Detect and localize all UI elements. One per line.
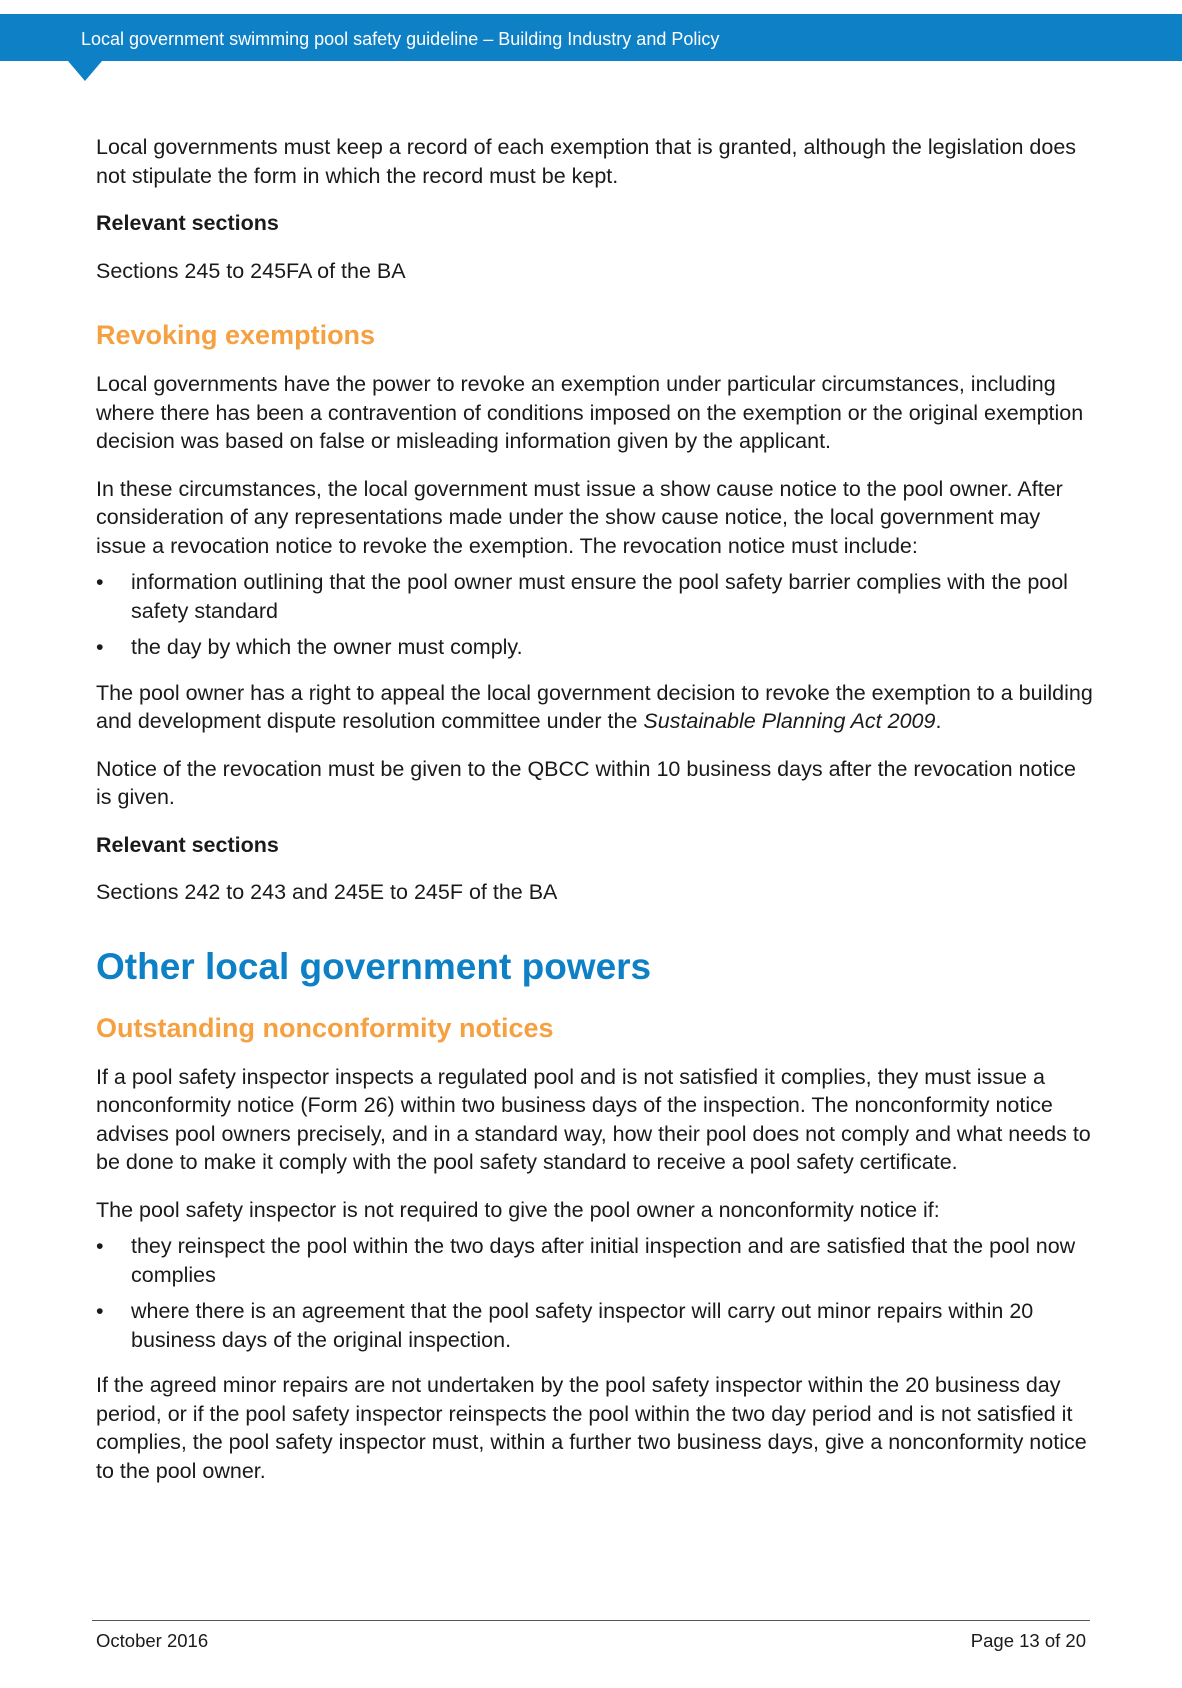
relevant-sections-label: Relevant sections (96, 832, 279, 857)
outstanding-paragraph-3: If the agreed minor repairs are not undertaken by the pool safety inspector within the 20 business day period, or if the pool safety inspector reinspects the pool within the two day period and is not satisfied it complies, the pool safety inspector must, within a further two business days, give a nonconformity notice to the pool owner. (96, 1373, 1087, 1483)
page-body (96, 133, 1096, 1504)
footer-page-number: Page 13 of 20 (970, 1630, 1086, 1651)
appeal-text-end: . (935, 709, 942, 733)
revoking-exemptions-heading: Revoking exemptions (96, 320, 376, 350)
revoking-paragraph-3 (96, 679, 1096, 736)
relevant-sections-label: Relevant sections (96, 211, 279, 235)
header-notch-marker (68, 61, 102, 81)
bullet-icon: • (96, 570, 104, 594)
list-item (96, 1232, 1096, 1289)
footer-divider (92, 1620, 1090, 1621)
relevant-sections-text: Sections 242 to 243 and 245E to 245F of the BA (96, 880, 558, 904)
document-header-title: Local government swimming pool safety guideline – Building Industry and Policy (81, 29, 720, 49)
list-item-text: they reinspect the pool within the two days after initial inspection and are satisfied that the pool now complies (131, 1234, 1076, 1287)
bullet-icon: • (96, 1234, 104, 1258)
outstanding-paragraph-1: If a pool safety inspector inspects a regulated pool and is not satisfied it complies, they must issue a nonconformity notice (Form 26) within two business days of the inspection. The nonconformity notice advises pool owners precisely, and in a standard way, how their pool does not comply and what needs to be done to make it comply with the pool safety standard to receive a pool safety certificate. (96, 1064, 1091, 1174)
revoking-paragraph-4: Notice of the revocation must be given to the QBCC within 10 business days after the revocation notice is given. (96, 756, 1076, 809)
list-item (96, 568, 1096, 625)
footer-date: October 2016 (96, 1630, 209, 1651)
list-item (96, 633, 1096, 662)
revoking-paragraph-2: In these circumstances, the local government must issue a show cause notice to the pool owner. After consideration of any representations made under the show cause notice, the local government may issue a revocation notice to revoke the exemption. The revocation notice must include: (96, 476, 1063, 558)
list-item-text: the day by which the owner must comply. (131, 635, 523, 659)
bullet-icon: • (96, 1299, 104, 1323)
header-bar (0, 14, 1182, 61)
bullet-icon: • (96, 635, 104, 659)
list-item-text: information outlining that the pool owner must ensure the pool safety barrier complies with the pool safety standard (131, 570, 1068, 623)
outstanding-paragraph-2: The pool safety inspector is not required to give the pool owner a nonconformity notice if: (96, 1197, 940, 1222)
list-item-text: where there is an agreement that the pool safety inspector will carry out minor repairs within 20 business days of the original inspection. (131, 1299, 1034, 1352)
intro-paragraph: Local governments must keep a record of each exemption that is granted, although the legislation does not stipulate the form in which the record must be kept. (96, 135, 1077, 188)
exemption-conditions-list (96, 1232, 1096, 1354)
revoking-paragraph-1: Local governments have the power to revoke an exemption under particular circumstances, including where there has been a contravention of conditions imposed on the exemption or the original exemption decision was based on false or misleading information given by the applicant. (96, 372, 1084, 453)
appeal-text: The pool owner has a right to appeal the local government decision to revoke the exemption to a building and development dispute resolution committee under the (96, 680, 1093, 733)
other-powers-heading: Other local government powers (96, 945, 652, 987)
revocation-notice-list (96, 568, 1096, 662)
act-title: Sustainable Planning Act 2009 (643, 709, 936, 733)
relevant-sections-text: Sections 245 to 245FA of the BA (96, 258, 406, 283)
list-item (96, 1297, 1096, 1354)
outstanding-notices-heading: Outstanding nonconformity notices (96, 1012, 554, 1043)
